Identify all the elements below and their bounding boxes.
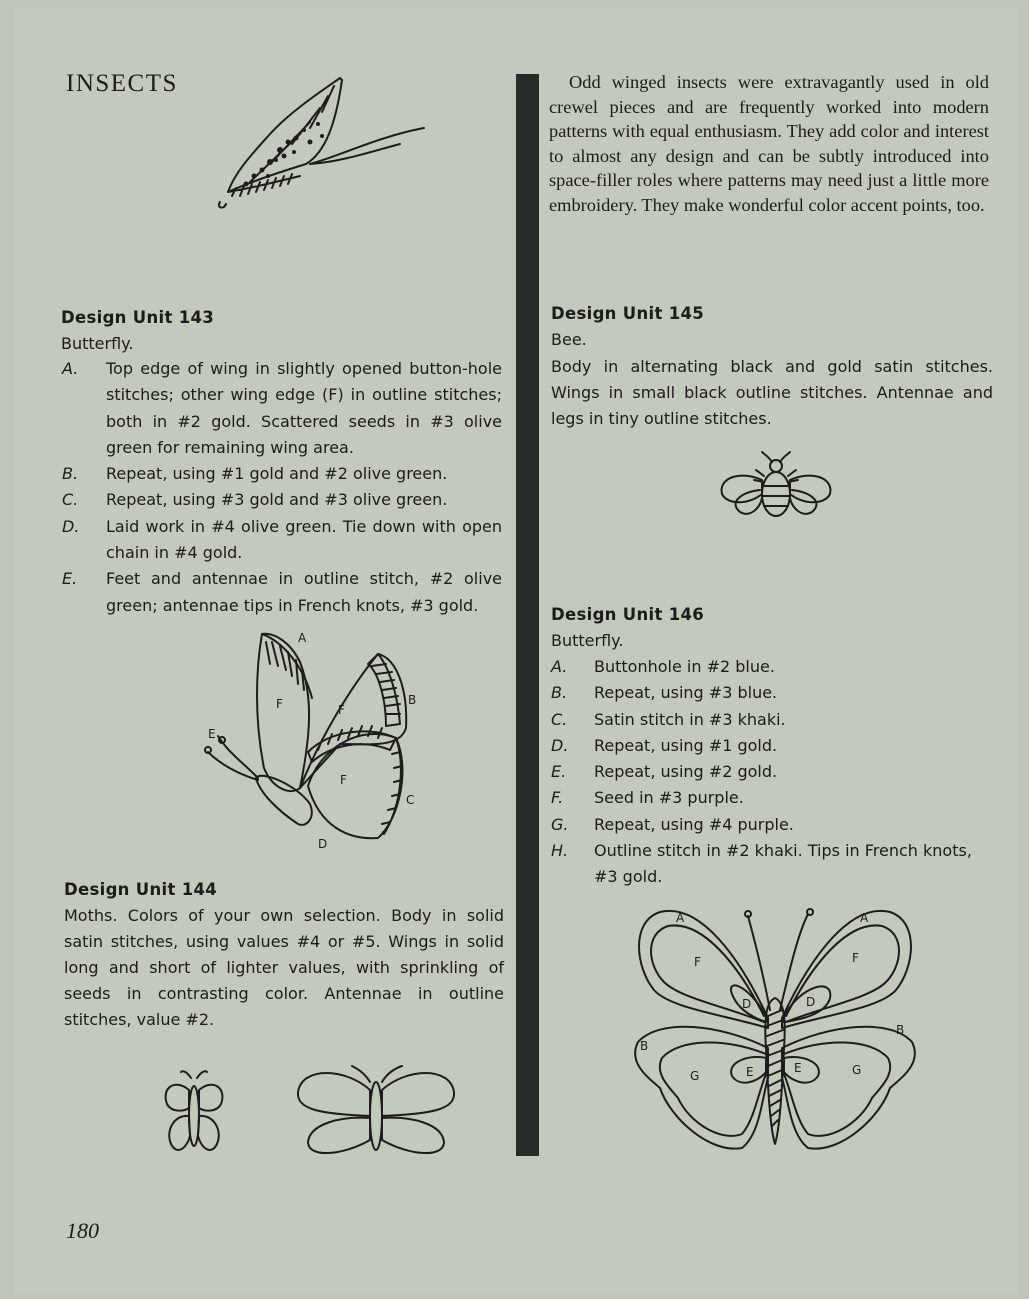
list-item — [551, 812, 993, 838]
list-item — [62, 487, 502, 513]
step-letter: C. — [551, 709, 568, 729]
step-letter: B. — [62, 464, 79, 484]
step-letter: H. — [551, 841, 569, 861]
diagram-label-d: D — [318, 837, 328, 851]
step-text: Laid work in #4 olive green. Tie down with open chain in #4 gold. — [106, 516, 502, 563]
list-item — [62, 566, 502, 619]
step-letter: C. — [62, 490, 79, 510]
list-item — [551, 838, 993, 891]
step-letter: A. — [551, 657, 568, 676]
unit-145-text: Body in alternating black and gold satin stitches. Wings in small black outline stitches. Antennae and legs in tiny outline stitches. — [551, 357, 993, 428]
list-item — [62, 514, 502, 567]
small-moth-illustration — [155, 1064, 235, 1164]
diagram-label-f: F — [340, 773, 347, 787]
diagram-label-f: F — [276, 697, 283, 711]
step-text: Repeat, using #2 gold. — [594, 762, 778, 782]
step-text: Repeat, using #3 blue. — [594, 683, 778, 703]
diagram-label-e: E — [746, 1065, 754, 1079]
step-text: Repeat, using #1 gold and #2 olive green. — [106, 464, 448, 484]
step-text: Buttonhole in #2 blue. — [594, 657, 775, 676]
intro-paragraph: Odd winged insects were extravagantly used in old crewel pieces and are frequently worked into modern patterns with equal enthusiasm. They add color and interest to almost any design and can be subtly introduced into space-filler roles where patterns may need just a little more embroidery. They make wonderful color accent points, too. — [549, 72, 989, 215]
diagram-label-e: E — [208, 727, 216, 741]
unit-146-steps — [551, 654, 993, 891]
step-text: Repeat, using #4 purple. — [594, 814, 794, 834]
list-item — [551, 680, 993, 706]
step-text: Repeat, using #3 gold and #3 olive green. — [106, 490, 448, 510]
step-letter: F. — [551, 788, 564, 808]
list-item — [62, 461, 502, 487]
step-text: Repeat, using #1 gold. — [594, 735, 778, 755]
list-item — [551, 759, 993, 785]
list-item — [551, 707, 993, 733]
unit-143-title: Design Unit 143 — [61, 308, 215, 327]
step-text: Satin stitch in #3 khaki. — [594, 709, 786, 729]
diagram-label-d: D — [806, 995, 816, 1009]
step-letter: E. — [551, 762, 567, 782]
page-number: 180 — [66, 1218, 99, 1243]
diagram-label-d: D — [742, 997, 752, 1011]
butterfly-146-diagram — [630, 898, 920, 1160]
step-letter: D. — [62, 516, 80, 536]
list-item — [551, 654, 993, 680]
step-text: Outline stitch in #2 khaki. Tips in French knots, #3 gold. — [594, 841, 972, 887]
list-item — [62, 356, 502, 461]
step-letter: D. — [551, 735, 569, 755]
list-item — [551, 733, 993, 759]
diagram-label-f: F — [694, 955, 701, 969]
section-title: INSECTS — [66, 70, 178, 97]
list-item — [551, 785, 993, 811]
unit-143-subject: Butterfly. — [61, 334, 134, 353]
unit-143-steps — [62, 356, 502, 619]
step-text: Feet and antennae in outline stitch, #2 olive green; antennae tips in French knots, #3 gold. — [106, 569, 502, 615]
diagram-label-a: A — [676, 911, 685, 925]
diagram-label-a: A — [298, 631, 307, 645]
step-letter: E. — [62, 569, 78, 589]
unit-146-subject: Butterfly. — [551, 631, 624, 650]
step-letter: G. — [551, 814, 569, 834]
diagram-label-g: G — [852, 1063, 862, 1077]
unit-146-title: Design Unit 146 — [551, 605, 705, 624]
moth-illustration — [210, 72, 450, 212]
diagram-label-b: B — [408, 693, 417, 707]
step-letter: B. — [551, 683, 568, 703]
unit-145-subject: Bee. — [551, 330, 587, 349]
diagram-label-b: B — [896, 1023, 905, 1037]
column-divider — [516, 74, 539, 1156]
diagram-label-g: G — [690, 1069, 700, 1083]
diagram-label-e: E — [794, 1061, 802, 1075]
diagram-label-f: F — [852, 951, 859, 965]
unit-144-text: Moths. Colors of your own selection. Body in solid satin stitches, using values #4 or #5. Wings in solid long and short of lighter values, with sprinkling of seeds in contrasting color. Antennae in outline stitches, value #2. — [64, 906, 504, 1029]
diagram-label-c: C — [406, 793, 415, 807]
step-text: Seed in #3 purple. — [594, 788, 744, 808]
diagram-label-f: F — [338, 703, 345, 717]
diagram-label-b: B — [640, 1039, 649, 1053]
butterfly-143-diagram — [200, 628, 440, 858]
bee-illustration — [716, 450, 840, 526]
large-moth-illustration — [292, 1062, 462, 1162]
step-letter: A. — [62, 359, 79, 378]
unit-145-title: Design Unit 145 — [551, 304, 705, 323]
diagram-label-a: A — [860, 911, 869, 925]
step-text: Top edge of wing in slightly opened button-hole stitches; other wing edge (F) in outline stitches; both in #2 gold. Scattered seeds in #3 olive green for remaining wing area. — [106, 359, 502, 457]
unit-144-title: Design Unit 144 — [64, 880, 218, 899]
